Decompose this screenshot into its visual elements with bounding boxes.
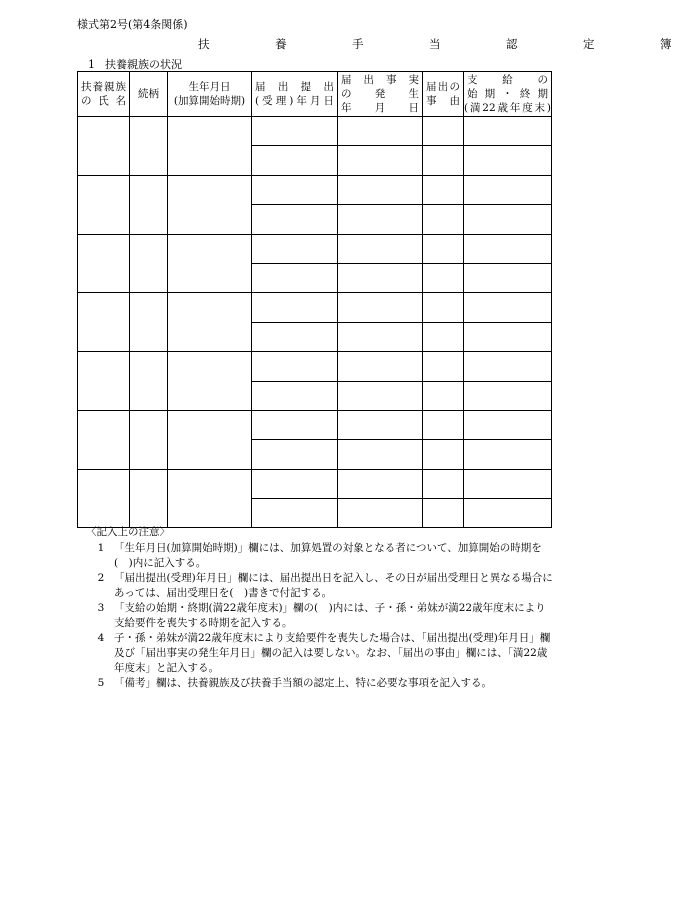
table-row [78, 175, 552, 204]
table-row [78, 234, 552, 263]
header-payment-period: 支 給 の 始期・終期 (満22歳年度末) [464, 72, 552, 117]
cell-relationship[interactable] [130, 117, 168, 176]
cell-reason[interactable] [423, 381, 464, 410]
cell-reason[interactable] [423, 352, 464, 381]
cell-payment-period[interactable] [464, 117, 552, 146]
cell-payment-period[interactable] [464, 263, 552, 292]
note-item: 4 子・孫・弟妹が満22歳年度末により支給要件を喪失した場合は、「届出提出(受理)年月日」欄及び「届出事実の発生年月日」欄の記入は要しない。なお、「届出の事由」欄には、「満22歳年度末」と記入する。 [97, 632, 551, 674]
cell-reason[interactable] [423, 175, 464, 204]
header-birth-date: 生年月日 (加算開始時期) [168, 72, 252, 117]
cell-filing-date[interactable] [252, 410, 338, 439]
cell-birth-date[interactable] [168, 117, 252, 176]
note-item: 2 「届出提出(受理)年月日」欄には、届出提出日を記入し、その日が届出受理日と異なる場合にあっては、届出受理日を( )書きで付記する。 [97, 572, 553, 599]
cell-reason[interactable] [423, 440, 464, 469]
cell-reason[interactable] [423, 205, 464, 234]
cell-fact-date[interactable] [338, 381, 423, 410]
cell-fact-date[interactable] [338, 499, 423, 528]
table-row [78, 410, 552, 439]
cell-relationship[interactable] [130, 469, 168, 528]
cell-filing-date[interactable] [252, 440, 338, 469]
cell-payment-period[interactable] [464, 175, 552, 204]
dependents-table [77, 71, 552, 528]
entry-notes [86, 525, 556, 691]
cell-filing-date[interactable] [252, 175, 338, 204]
cell-fact-date[interactable] [338, 263, 423, 292]
cell-name[interactable] [78, 293, 130, 352]
table-row [78, 293, 552, 322]
cell-payment-period[interactable] [464, 234, 552, 263]
cell-fact-date[interactable] [338, 440, 423, 469]
page-title: 扶 養 手 当 認 定 簿 [198, 37, 699, 51]
cell-filing-date[interactable] [252, 293, 338, 322]
cell-filing-date[interactable] [252, 322, 338, 351]
cell-filing-date[interactable] [252, 263, 338, 292]
cell-reason[interactable] [423, 117, 464, 146]
cell-payment-period[interactable] [464, 499, 552, 528]
cell-fact-date[interactable] [338, 234, 423, 263]
cell-payment-period[interactable] [464, 322, 552, 351]
header-filing-reason: 届出の 事 由 [423, 72, 464, 117]
table-row [78, 469, 552, 498]
cell-payment-period[interactable] [464, 205, 552, 234]
cell-reason[interactable] [423, 469, 464, 498]
cell-birth-date[interactable] [168, 293, 252, 352]
note-item: 3 「支給の始期・終期(満22歳年度末)」欄の( )内には、子・孫・弟妹が満22歳年度末により支給要件を喪失する時期を記入する。 [97, 602, 546, 629]
table-body [78, 117, 552, 528]
cell-fact-date[interactable] [338, 469, 423, 498]
cell-fact-date[interactable] [338, 146, 423, 175]
cell-reason[interactable] [423, 234, 464, 263]
cell-reason[interactable] [423, 322, 464, 351]
cell-name[interactable] [78, 469, 130, 528]
cell-fact-date[interactable] [338, 322, 423, 351]
cell-filing-date[interactable] [252, 117, 338, 146]
cell-reason[interactable] [423, 293, 464, 322]
cell-payment-period[interactable] [464, 410, 552, 439]
cell-name[interactable] [78, 234, 130, 293]
section-number: 1 [88, 58, 95, 71]
header-filing-date: 届 出 提 出 (受理)年月日 [252, 72, 338, 117]
cell-fact-date[interactable] [338, 175, 423, 204]
cell-fact-date[interactable] [338, 352, 423, 381]
cell-filing-date[interactable] [252, 499, 338, 528]
cell-reason[interactable] [423, 499, 464, 528]
cell-filing-date[interactable] [252, 469, 338, 498]
cell-relationship[interactable] [130, 293, 168, 352]
cell-filing-date[interactable] [252, 146, 338, 175]
cell-payment-period[interactable] [464, 352, 552, 381]
cell-filing-date[interactable] [252, 205, 338, 234]
notes-heading: 〈記入上の注意〉 [86, 526, 170, 538]
cell-payment-period[interactable] [464, 293, 552, 322]
cell-birth-date[interactable] [168, 352, 252, 411]
cell-birth-date[interactable] [168, 234, 252, 293]
cell-name[interactable] [78, 175, 130, 234]
cell-reason[interactable] [423, 146, 464, 175]
cell-name[interactable] [78, 117, 130, 176]
cell-filing-date[interactable] [252, 352, 338, 381]
cell-payment-period[interactable] [464, 469, 552, 498]
cell-relationship[interactable] [130, 175, 168, 234]
cell-fact-date[interactable] [338, 410, 423, 439]
header-dependent-name: 扶養親族 の 氏 名 [78, 72, 130, 117]
cell-name[interactable] [78, 352, 130, 411]
cell-name[interactable] [78, 410, 130, 469]
cell-reason[interactable] [423, 410, 464, 439]
table-header-row [78, 72, 552, 117]
section-heading [88, 56, 182, 72]
cell-relationship[interactable] [130, 352, 168, 411]
cell-relationship[interactable] [130, 410, 168, 469]
cell-filing-date[interactable] [252, 234, 338, 263]
cell-filing-date[interactable] [252, 381, 338, 410]
header-relationship: 続柄 [130, 72, 168, 117]
header-fact-occurrence-date: 届 出 事 実 の 発 生 年 月 日 [338, 72, 423, 117]
cell-payment-period[interactable] [464, 440, 552, 469]
cell-birth-date[interactable] [168, 469, 252, 528]
cell-payment-period[interactable] [464, 381, 552, 410]
cell-reason[interactable] [423, 263, 464, 292]
table-row [78, 117, 552, 146]
note-item: 5 「備考」欄は、扶養親族及び扶養手当額の認定上、特に必要な事項を記入する。 [97, 677, 492, 689]
section-label: 扶養親族の状況 [105, 58, 182, 71]
cell-payment-period[interactable] [464, 146, 552, 175]
cell-fact-date[interactable] [338, 117, 423, 146]
form-number: 様式第2号(第4条関係) [77, 18, 188, 31]
note-item: 1 「生年月日(加算開始時期)」欄には、加算処置の対象となる者について、加算開始の時期を( )内に記入する。 [97, 542, 542, 569]
cell-birth-date[interactable] [168, 410, 252, 469]
cell-birth-date[interactable] [168, 175, 252, 234]
table-row [78, 352, 552, 381]
cell-fact-date[interactable] [338, 205, 423, 234]
cell-fact-date[interactable] [338, 293, 423, 322]
cell-relationship[interactable] [130, 234, 168, 293]
